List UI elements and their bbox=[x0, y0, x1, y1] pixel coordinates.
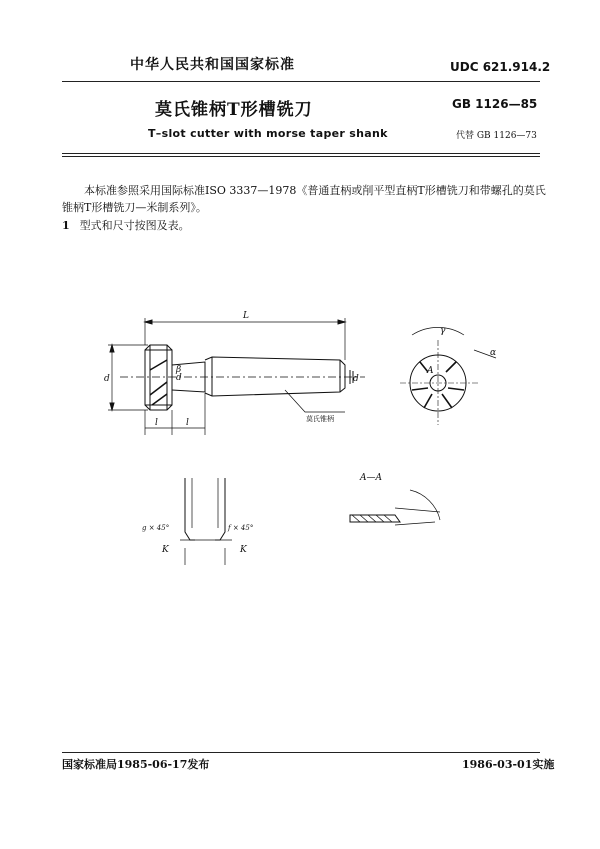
effective-date: 1986-03-01实施 bbox=[462, 758, 555, 771]
section-a-a bbox=[350, 490, 440, 525]
label-d-shank: d bbox=[353, 374, 359, 384]
footer-rule bbox=[62, 752, 540, 753]
standard-number: GB 1126—85 bbox=[452, 97, 538, 111]
clause-number: 1 bbox=[62, 219, 70, 232]
label-taper-shank: 莫氏锥柄 bbox=[306, 415, 334, 423]
clause-text: 型式和尺寸按图及表。 bbox=[79, 219, 190, 232]
label-d1: d bbox=[176, 373, 182, 383]
dimension-l bbox=[145, 393, 205, 435]
label-gamma: γ bbox=[440, 326, 446, 336]
standard-title-chinese: 莫氏锥柄T形槽铣刀 bbox=[155, 100, 313, 120]
replaces-note: 代替 GB 1126—73 bbox=[456, 131, 537, 141]
intro-paragraph: 本标准参照采用国际标准ISO 3337—1978《普通直柄或削平型直柄T形槽铣刀和带螺孔的莫氏锥柄T形槽铣刀—米制系列》。 bbox=[62, 184, 546, 214]
label-L: L bbox=[243, 311, 249, 321]
slot-detail bbox=[180, 478, 232, 565]
label-chamfer-left: g × 45° bbox=[142, 524, 170, 532]
label-section: A—A bbox=[360, 473, 382, 483]
label-k-right: K bbox=[240, 545, 247, 555]
dimension-L bbox=[145, 318, 345, 360]
standard-title-english: T–slot cutter with morse taper shank bbox=[148, 127, 388, 140]
label-A: A bbox=[427, 366, 434, 376]
cutter-end-view bbox=[400, 327, 496, 425]
label-k-left: K bbox=[162, 545, 169, 555]
label-l: l bbox=[155, 418, 158, 428]
label-chamfer-right: f × 45° bbox=[228, 524, 254, 532]
label-beta: β bbox=[176, 365, 182, 375]
dimension-d bbox=[108, 345, 148, 410]
issue-date: 国家标准局1985-06-17发布 bbox=[62, 758, 210, 771]
issuing-country-standard: 中华人民共和国国家标准 bbox=[130, 57, 295, 73]
label-l1: l bbox=[186, 418, 189, 428]
label-alpha: α bbox=[490, 348, 497, 358]
udc-code: UDC 621.914.2 bbox=[450, 60, 551, 74]
label-d: d bbox=[104, 374, 110, 384]
